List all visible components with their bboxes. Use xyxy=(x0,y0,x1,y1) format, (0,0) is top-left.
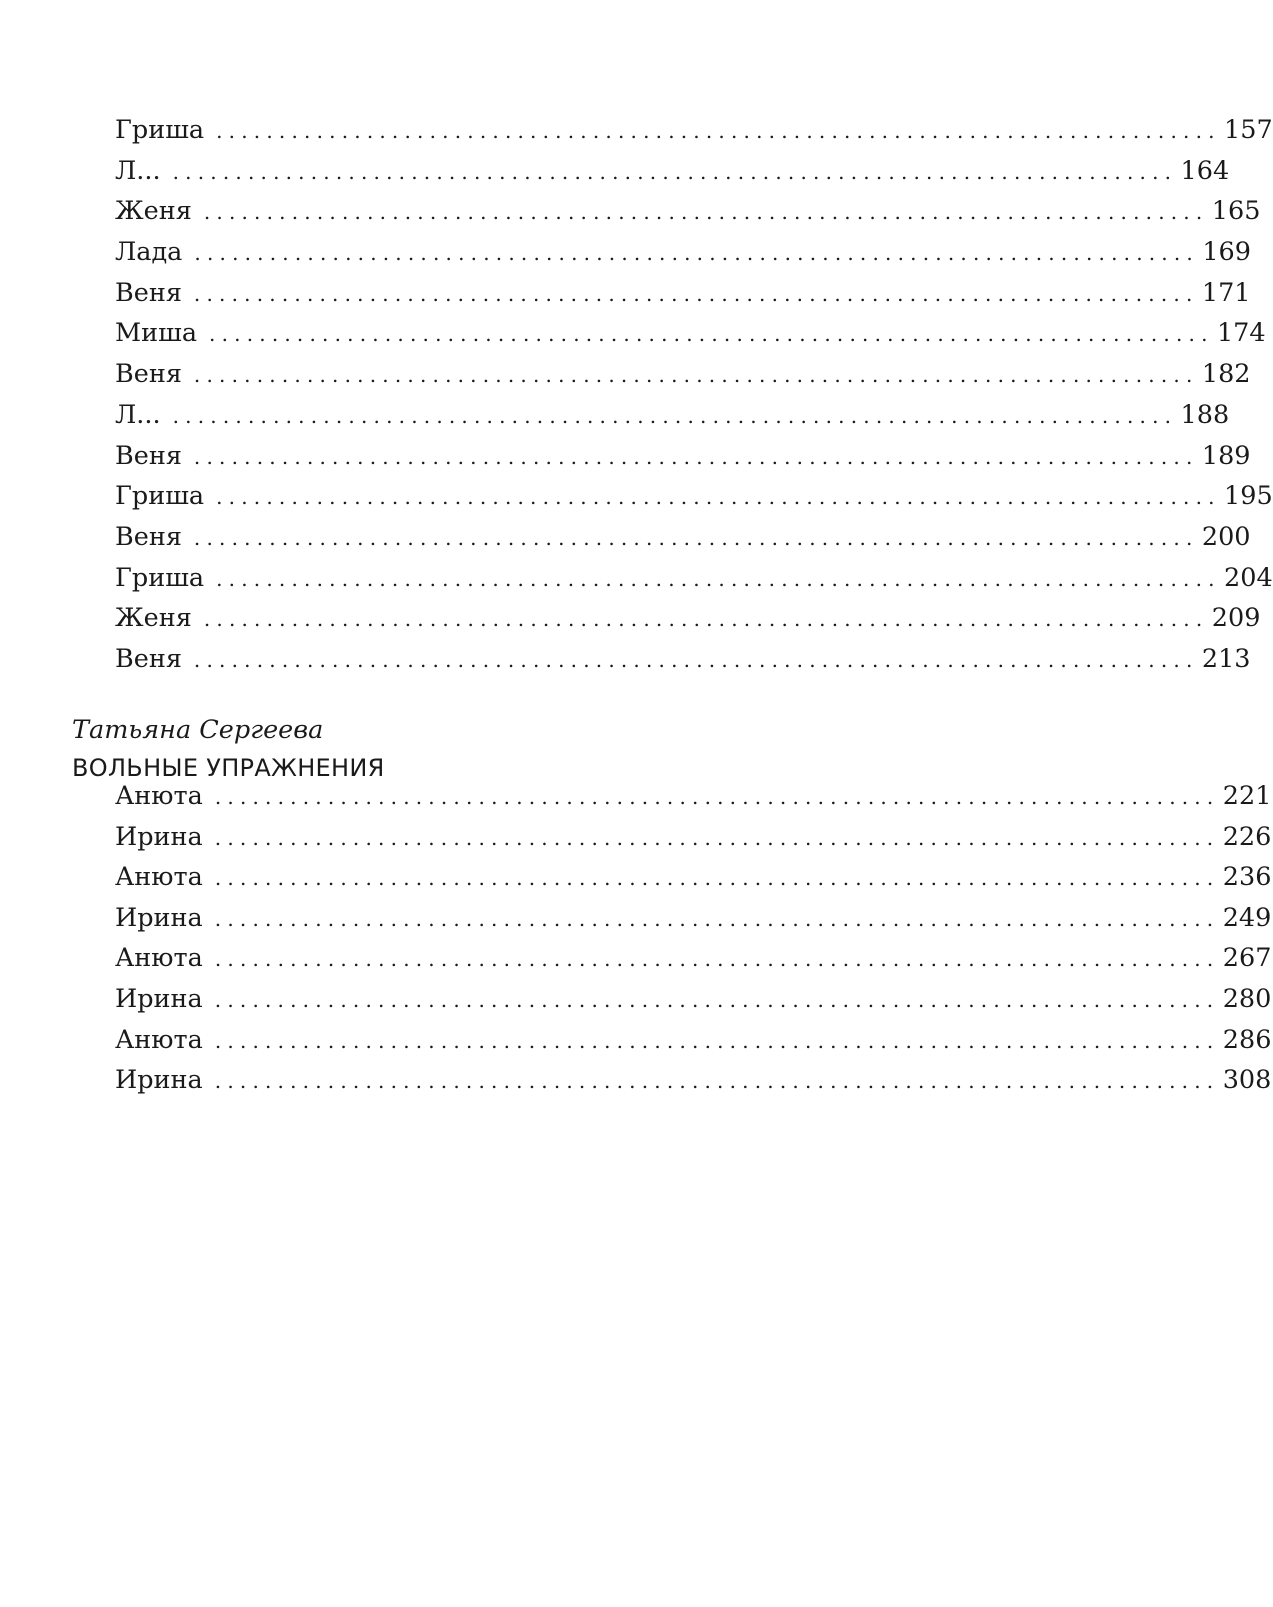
toc-entry xyxy=(115,476,1273,517)
dot-leader: ................................................................................ xyxy=(209,322,1214,347)
toc-entry-page: 204 xyxy=(1224,562,1273,593)
dot-leader: ................................................................................ xyxy=(172,403,1178,428)
dot-leader: ................................................................................ xyxy=(214,1069,1220,1094)
toc-entry-page: 169 xyxy=(1202,237,1251,268)
toc-entry-name: Веня xyxy=(115,359,182,390)
toc-entry-page: 174 xyxy=(1216,318,1266,349)
toc-entry-name: Гриша xyxy=(115,115,205,145)
toc-entry-page: 209 xyxy=(1211,603,1261,634)
toc-entry-name: Ирина xyxy=(115,983,203,1014)
toc-entry-page: 286 xyxy=(1222,1024,1272,1055)
toc-entry-name: Анюта xyxy=(115,862,203,893)
toc-entry-page: 236 xyxy=(1222,862,1272,893)
toc-entry xyxy=(115,558,1273,599)
toc-entry-name: Веня xyxy=(115,440,182,471)
toc-entry xyxy=(115,151,1230,192)
toc-entry xyxy=(115,776,1272,817)
toc-entry-name: Л... xyxy=(115,155,161,186)
toc-entry xyxy=(115,857,1272,898)
dot-leader: ................................................................................ xyxy=(214,1028,1220,1053)
toc-entry xyxy=(115,273,1251,314)
toc-entry-name: Ирина xyxy=(115,821,203,852)
toc-entry xyxy=(115,354,1251,395)
toc-entry xyxy=(115,1020,1272,1061)
dot-leader: ................................................................................ xyxy=(193,525,1199,550)
toc-entry-page: 164 xyxy=(1180,155,1230,186)
toc-entry-name: Веня xyxy=(115,521,182,552)
toc-entry-page: 171 xyxy=(1201,277,1251,308)
toc-entry-page: 226 xyxy=(1222,821,1272,852)
toc-entry-name: Лада xyxy=(115,237,183,268)
dot-leader: ................................................................................ xyxy=(193,444,1199,469)
dot-leader: ................................................................................ xyxy=(214,866,1220,891)
toc-entry-page: 188 xyxy=(1180,399,1230,430)
toc-entry-page: 200 xyxy=(1201,521,1251,552)
toc-entry xyxy=(115,395,1230,436)
dot-leader: ................................................................................ xyxy=(214,785,1220,809)
toc-entry xyxy=(115,517,1251,558)
toc-entry-page: 157 xyxy=(1224,115,1273,145)
toc-entry xyxy=(115,313,1266,354)
toc-entry-page: 195 xyxy=(1224,481,1273,512)
dot-leader: ................................................................................ xyxy=(214,947,1220,972)
toc-entry-name: Анюта xyxy=(115,1024,203,1055)
dot-leader: ................................................................................ xyxy=(193,363,1199,388)
toc-entry-page: 249 xyxy=(1222,902,1272,933)
toc-entry xyxy=(115,1060,1272,1101)
toc-entry-name: Ирина xyxy=(115,902,203,933)
section-title: ВОЛЬНЫЕ УПРАЖНЕНИЯ xyxy=(72,754,385,782)
dot-leader: ................................................................................ xyxy=(216,566,1221,591)
toc-entry xyxy=(115,191,1261,232)
dot-leader: ................................................................................ xyxy=(193,647,1199,672)
toc-entry xyxy=(115,110,1273,151)
toc-entry xyxy=(115,598,1261,639)
dot-leader: ................................................................................ xyxy=(214,825,1220,850)
dot-leader: ................................................................................ xyxy=(216,119,1221,143)
toc-list-part1 xyxy=(115,110,1273,680)
toc-entry-page: 165 xyxy=(1211,196,1261,227)
dot-leader: ................................................................................ xyxy=(203,200,1209,225)
author-name: Татьяна Сергеева xyxy=(72,715,324,745)
dot-leader: ................................................................................ xyxy=(216,485,1221,510)
toc-entry-name: Веня xyxy=(115,277,182,308)
dot-leader: ................................................................................ xyxy=(194,241,1199,266)
toc-list-section2 xyxy=(115,776,1272,1101)
toc-entry xyxy=(115,639,1251,680)
toc-entry-page: 221 xyxy=(1222,781,1272,811)
toc-entry-page: 182 xyxy=(1201,359,1251,390)
dot-leader: ................................................................................ xyxy=(203,607,1209,632)
dot-leader: ................................................................................ xyxy=(214,906,1220,931)
toc-entry-page: 213 xyxy=(1201,643,1251,674)
toc-entry-name: Анюта xyxy=(115,781,203,811)
toc-entry xyxy=(115,436,1251,477)
toc-entry-name: Гриша xyxy=(115,481,205,512)
toc-entry-name: Женя xyxy=(115,196,192,227)
toc-entry-name: Веня xyxy=(115,643,182,674)
toc-entry xyxy=(115,898,1272,939)
toc-entry xyxy=(115,817,1272,858)
dot-leader: ................................................................................ xyxy=(214,987,1220,1012)
toc-entry-name: Женя xyxy=(115,603,192,634)
toc-entry xyxy=(115,979,1272,1020)
toc-entry xyxy=(115,938,1272,979)
dot-leader: ................................................................................ xyxy=(172,159,1178,184)
toc-entry-page: 189 xyxy=(1201,440,1251,471)
toc-entry xyxy=(115,232,1251,273)
dot-leader: ................................................................................ xyxy=(193,281,1199,306)
toc-entry-name: Ирина xyxy=(115,1065,203,1096)
toc-entry-page: 308 xyxy=(1222,1065,1272,1096)
toc-entry-page: 280 xyxy=(1222,983,1272,1014)
toc-entry-name: Анюта xyxy=(115,943,203,974)
toc-entry-page: 267 xyxy=(1222,943,1272,974)
toc-entry-name: Гриша xyxy=(115,562,205,593)
toc-entry-name: Л... xyxy=(115,399,161,430)
toc-entry-name: Миша xyxy=(115,318,198,349)
